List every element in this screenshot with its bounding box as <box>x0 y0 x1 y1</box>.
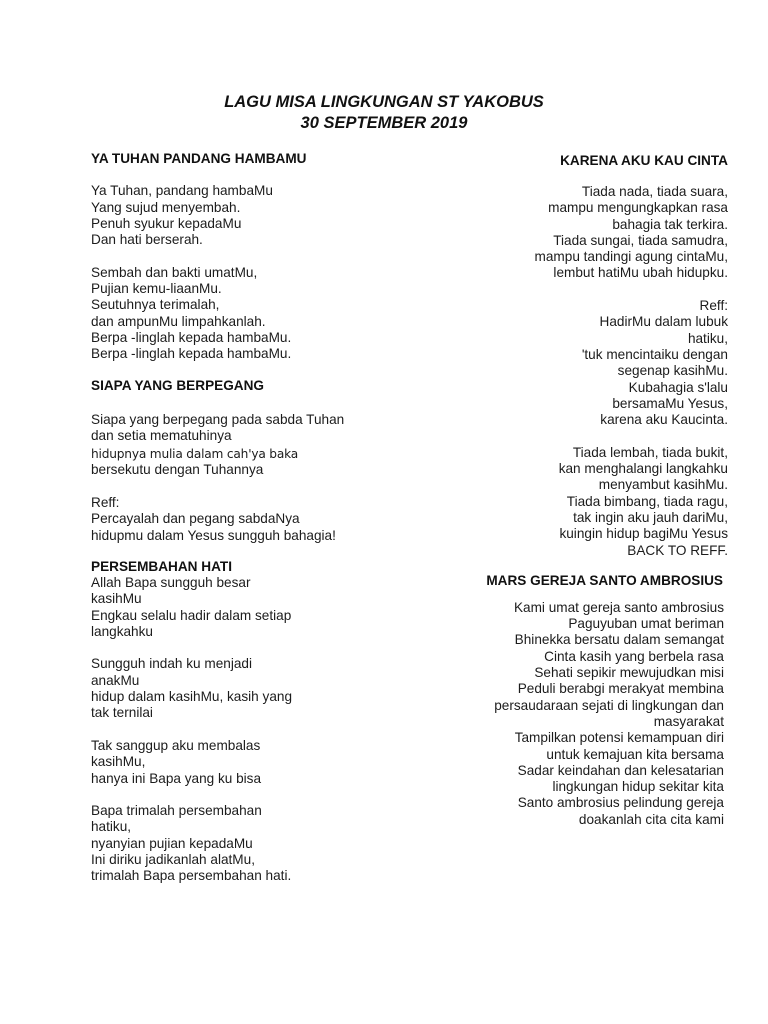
lyric-line: bahagia tak terkira. <box>612 216 728 232</box>
stanza <box>430 184 728 282</box>
stanza <box>91 183 391 248</box>
lyric-line: lembut hatiMu ubah hidupku. <box>553 265 728 281</box>
lyric-line: Paguyuban umat beriman <box>568 616 724 632</box>
song-title: YA TUHAN PANDANG HAMBAMU <box>91 151 307 166</box>
lyric-line: segenap kasihMu. <box>617 363 728 379</box>
stanza <box>91 803 391 884</box>
lyric-line: HadirMu dalam lubuk <box>599 314 728 330</box>
lyric-line: hatiku, <box>687 330 728 346</box>
lyric-line: Santo ambrosius pelindung gereja <box>517 795 724 811</box>
lyric-line: karena aku Kaucinta. <box>600 412 728 428</box>
lyric-line: Peduli berabgi merakyat membina <box>517 681 724 697</box>
lyric-line: Berpa -linglah kepada hambaMu. <box>91 329 292 345</box>
lyric-line: tak ingin aku jauh dariMu, <box>573 509 728 525</box>
song-persembahan-hati <box>91 558 391 885</box>
lyric-line: Sembah dan bakti umatMu, <box>91 264 258 280</box>
lyric-line: Bhinekka bersatu dalam semangat <box>514 632 724 648</box>
lyric-line: Sadar keindahan dan kelesatarian <box>517 762 724 778</box>
song-title: SIAPA YANG BERPEGANG <box>91 377 264 393</box>
lyric-line: Reff: <box>91 495 120 511</box>
lyric-line: Reff: <box>699 298 728 314</box>
title-date: 30 SEPTEMBER 2019 <box>300 114 468 132</box>
lyric-line: bersamaMu Yesus, <box>612 395 728 411</box>
lyric-line: BACK TO REFF. <box>627 542 728 558</box>
lyric-line: hidup dalam kasihMu, kasih yang <box>91 689 292 705</box>
lyric-line: Pujian kemu-liaanMu. <box>91 281 222 297</box>
lyric-line: hanya ini Bapa yang ku bisa <box>91 770 262 786</box>
lyric-line: kan menghalangi langkahku <box>558 461 728 477</box>
lyric-line: Tiada bimbang, tiada ragu, <box>566 493 728 509</box>
lyric-line: Cinta kasih yang berbela rasa <box>544 648 724 664</box>
song-karena-aku-kau-cinta <box>430 152 728 559</box>
song-siapa-yang-berpegang <box>91 377 391 544</box>
stanza <box>430 445 728 559</box>
lyric-line: Yang sujud menyembah. <box>91 199 241 215</box>
lyric-line: hidupnya mulia dalam cah'ya baka <box>91 447 299 462</box>
lyric-line: Percayalah dan pegang sabdaNya <box>91 511 300 527</box>
left-column <box>91 150 391 885</box>
lyric-line: Tiada nada, tiada suara, <box>581 184 728 199</box>
lyric-line: persaudaraan sejati di lingkungan dan <box>494 697 724 713</box>
document-title <box>0 92 768 134</box>
lyric-line: Tak sanggup aku membalas <box>91 737 261 753</box>
lyric-line: menyambut kasihMu. <box>598 477 728 493</box>
lyric-line: anakMu <box>91 672 140 688</box>
stanza-reff <box>430 298 728 428</box>
stanza <box>91 575 391 640</box>
lyric-line: hatiku, <box>91 819 132 835</box>
lyric-line: Ya Tuhan, pandang hambaMu <box>91 183 273 199</box>
lyric-line: bersekutu dengan Tuhannya <box>91 462 264 478</box>
lyric-line: kuingin hidup bagiMu Yesus <box>559 526 728 542</box>
lyric-line: Tampilkan potensi kemampuan diri <box>514 730 724 746</box>
lyric-line: Allah Bapa sungguh besar <box>91 574 251 590</box>
lyric-line: Engkau selalu hadir dalam setiap <box>91 607 292 623</box>
lyric-line: Seutuhnya terimalah, <box>91 297 220 313</box>
lyric-line: Ini diriku jadikanlah alatMu, <box>91 851 255 867</box>
song-title: PERSEMBAHAN HATI <box>91 558 232 574</box>
song-title: KARENA AKU KAU CINTA <box>560 153 728 168</box>
lyric-line: Kami umat gereja santo ambrosius <box>513 599 724 615</box>
lyric-line: 'tuk mencintaiku dengan <box>581 346 728 362</box>
lyric-line: mampu tandingi agung cintaMu, <box>534 249 728 265</box>
lyric-line: doakanlah cita cita kami <box>578 811 724 827</box>
lyric-line: Berpa -linglah kepada hambaMu. <box>91 346 292 362</box>
song-title: MARS GEREJA SANTO AMBROSIUS <box>486 572 723 588</box>
song-mars-gereja-santo-ambrosius <box>430 572 728 828</box>
lyric-line: Sungguh indah ku menjadi <box>91 656 252 672</box>
right-column <box>430 150 728 828</box>
lyric-line: kasihMu, <box>91 754 146 770</box>
lyric-line: Dan hati berserah. <box>91 232 203 248</box>
stanza <box>91 495 391 544</box>
lyric-line: Kubahagia s'lalu <box>628 379 728 395</box>
stanza <box>91 265 391 363</box>
lyric-line: Penuh syukur kepadaMu <box>91 215 242 231</box>
lyric-line: dan setia mematuhinya <box>91 427 232 443</box>
lyric-line: Tiada lembah, tiada bukit, <box>572 444 728 460</box>
lyric-line: Siapa yang berpegang pada sabda Tuhan <box>91 411 345 427</box>
lyric-line: hidupmu dalam Yesus sungguh bahagia! <box>91 527 336 543</box>
lyric-line: kasihMu <box>91 591 142 607</box>
lyric-line: Tiada sungai, tiada samudra, <box>553 232 728 248</box>
lyric-line: Sehati sepikir mewujudkan misi <box>534 665 724 681</box>
lyric-line: mampu mengungkapkan rasa <box>548 200 728 216</box>
lyric-line: trimalah Bapa persembahan hati. <box>91 868 292 884</box>
stanza <box>91 412 391 479</box>
lyric-line: Bapa trimalah persembahan <box>91 803 262 819</box>
stanza <box>430 600 728 828</box>
lyric-line: masyarakat <box>653 713 724 729</box>
lyric-line: lingkungan hidup sekitar kita <box>552 779 724 795</box>
lyric-line: langkahku <box>91 623 153 639</box>
title-line-1: LAGU MISA LINGKUNGAN ST YAKOBUS <box>224 93 544 111</box>
song-ya-tuhan-pandang-hambamu <box>91 150 391 363</box>
stanza <box>91 738 391 787</box>
lyric-line: dan ampunMu limpahkanlah. <box>91 313 266 329</box>
lyric-line: tak ternilai <box>91 705 153 721</box>
lyric-line: nyanyian pujian kepadaMu <box>91 835 253 851</box>
stanza <box>91 656 391 721</box>
lyric-line: untuk kemajuan kita bersama <box>546 746 724 762</box>
